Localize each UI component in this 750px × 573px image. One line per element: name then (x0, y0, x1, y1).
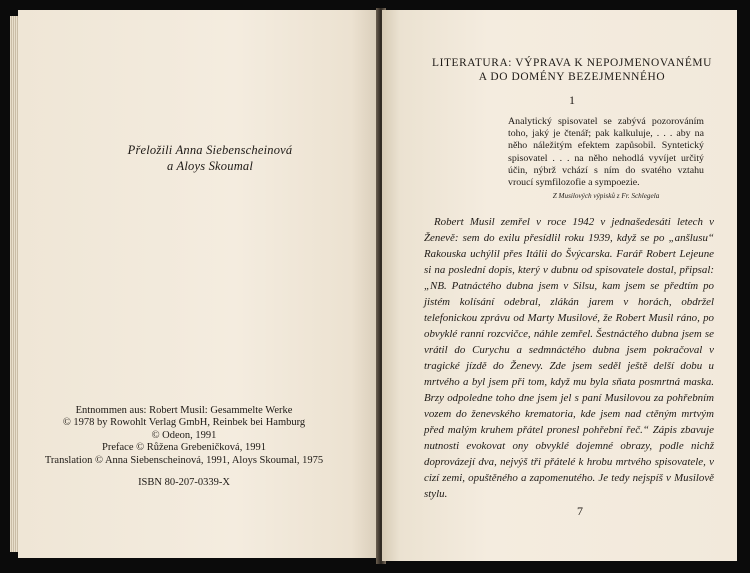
chapter-heading (420, 56, 724, 84)
motto-source: Z Musilových výpisků z Fr. Schlegela (552, 192, 660, 200)
colophon-line: © Odeon, 1991 (151, 429, 217, 441)
chapter-number: 1 (569, 93, 575, 107)
colophon (32, 405, 336, 489)
colophon-line: Entnommen aus: Robert Musil: Gesammelte Werke (75, 405, 293, 416)
colophon-line: Preface © Růžena Grebeničková, 1991 (102, 442, 266, 454)
translators-line: Přeložili Anna Siebenscheinová (127, 143, 293, 157)
page-number: 7 (577, 504, 583, 518)
isbn: ISBN 80-207-0339-X (138, 477, 230, 489)
motto (508, 116, 704, 189)
motto-text: Analytický spisovatel se zabývá pozorováním toho, jaký je čtenář; pak kalkuluje, . . . aby na něho náležitým efektem zapůsobil. Syntetický spisovatel . . . na něho nehodlá vyvíjet určitý účin, nýbrž vchází s ním do svatého vztahu vroucí symfilozofie a sympoezie. (508, 116, 704, 189)
heading-line: A DO DOMÉNY BEZEJMENNÉHO (478, 71, 666, 83)
page-edge (10, 16, 18, 552)
colophon-line: Translation © Anna Siebenscheinová, 1991, Aloys Skoumal, 1975 (44, 454, 324, 466)
translators-credit (90, 142, 330, 174)
body-paragraph: Robert Musil zemřel v roce 1942 v jednašedesáti letech v Ženevě: sem do exilu přesídlil roku 1939, když se po „anšlusu“ Rakouska uchýlil přes Itálii do Švýcarska. Farář Robert Lejeune si na poslední dopis, který v dubnu od spisovatele dostal, připsal: „NB. Patnáctého dubna jsem v Silsu, kam jsem se předtím po jistém kolísání odebral, zlákán jarem v horách, obdržel telefonickou zprávu od Marty Musilové, že Robert Musil ráno, po obvyklé ranní rozcvičce, náhle zemřel. Šestnáctého dubna jsem se vrátil do Curychu a sedmnáctého dubna jsem pokračoval v tragické jízdě do Ženevy. Zde jsem seděl ještě delší dobu u mrtvého a byl jsem při tom, když mu byla sňata posmrtná maska. Brzy odpoledne toho dne jsem jel s paní Musilovou za pohřebním vozem do ženevského krematoria, kde jsem nad ctěným mrtvým před malým kruhem přátel pronesl pohřební řeč.“ Zápis zbavuje nutnosti evokovat ony obvyklé dojemné obrazy, podle nichž doprovázejí dva, nejvýš tři přátelé k hrobu mrtvého spisovatele, v cizí zemi, opuštěného a zapomenutého. Je tedy nejspíš v Musilově stylu. (424, 216, 714, 500)
body-text (424, 214, 714, 502)
heading-line: LITERATURA: VÝPRAVA K NEPOJMENOVANÉMU (432, 57, 712, 69)
translators-line: a Aloys Skoumal (166, 159, 254, 173)
colophon-line: © 1978 by Rowohlt Verlag GmbH, Reinbek bei Hamburg (62, 417, 306, 429)
